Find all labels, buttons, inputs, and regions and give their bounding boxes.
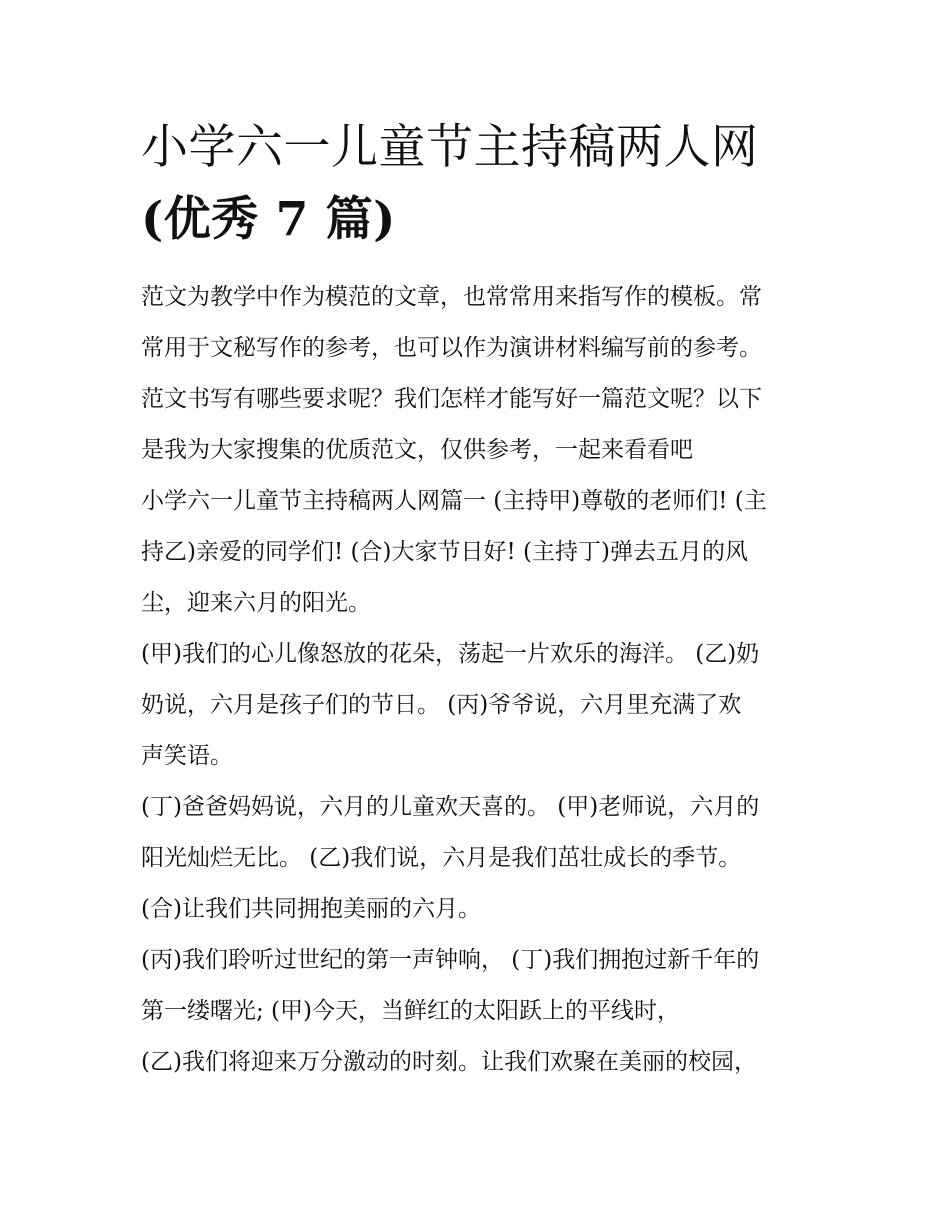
text-line: 持乙)亲爱的同学们! (合)大家节日好! (主持丁)弹去五月的风 — [141, 539, 748, 565]
paragraph-7 — [141, 1037, 821, 1088]
text-line: 范文为教学中作为模范的文章，也常常用来指写作的模板。常 — [141, 284, 762, 310]
text-line: 声笑语。 — [141, 743, 233, 769]
document-content — [141, 112, 821, 1088]
document-title — [141, 112, 821, 256]
text-line: (丙)我们聆听过世纪的第一声钟响， (丁)我们拥抱过新千年的 — [141, 947, 760, 973]
paragraph-opening — [141, 476, 821, 629]
text-line: (乙)我们将迎来万分激动的时刻。让我们欢聚在美丽的校园， — [141, 1049, 757, 1075]
text-line: 小学六一儿童节主持稿两人网篇一 (主持甲)尊敬的老师们! (主 — [141, 488, 767, 514]
text-line: (合)让我们共同拥抱美丽的六月。 — [141, 896, 481, 922]
text-line: 尘，迎来六月的阳光。 — [141, 590, 371, 616]
text-line: (丁)爸爸妈妈说，六月的儿童欢天喜的。 (甲)老师说，六月的 — [141, 794, 760, 820]
text-line: 常用于文秘写作的参考，也可以作为演讲材料编写前的参考。 — [141, 335, 762, 361]
text-line: 是我为大家搜集的优质范文，仅供参考，一起来看看吧 — [141, 437, 693, 463]
paragraph-5 — [141, 884, 821, 935]
text-line: 阳光灿烂无比。 (乙)我们说，六月是我们茁壮成长的季节。 — [141, 845, 742, 871]
title-line-2: (优秀 7 篇) — [141, 192, 396, 247]
text-line: 奶说，六月是孩子们的节日。 (丙)爷爷说，六月里充满了欢 — [141, 692, 742, 718]
text-line: 范文书写有哪些要求呢？我们怎样才能写好一篇范文呢？以下 — [141, 386, 762, 412]
paragraph-6 — [141, 935, 821, 1037]
text-line: 第一缕曙光; (甲)今天，当鲜红的太阳跃上的平线时， — [141, 998, 681, 1024]
title-line-1: 小学六一儿童节主持稿两人网 — [141, 120, 759, 175]
paragraph-intro — [141, 272, 821, 476]
text-line: (甲)我们的心儿像怒放的花朵，荡起一片欢乐的海洋。 (乙)奶 — [141, 641, 760, 667]
paragraph-3 — [141, 629, 821, 782]
paragraph-4 — [141, 782, 821, 884]
